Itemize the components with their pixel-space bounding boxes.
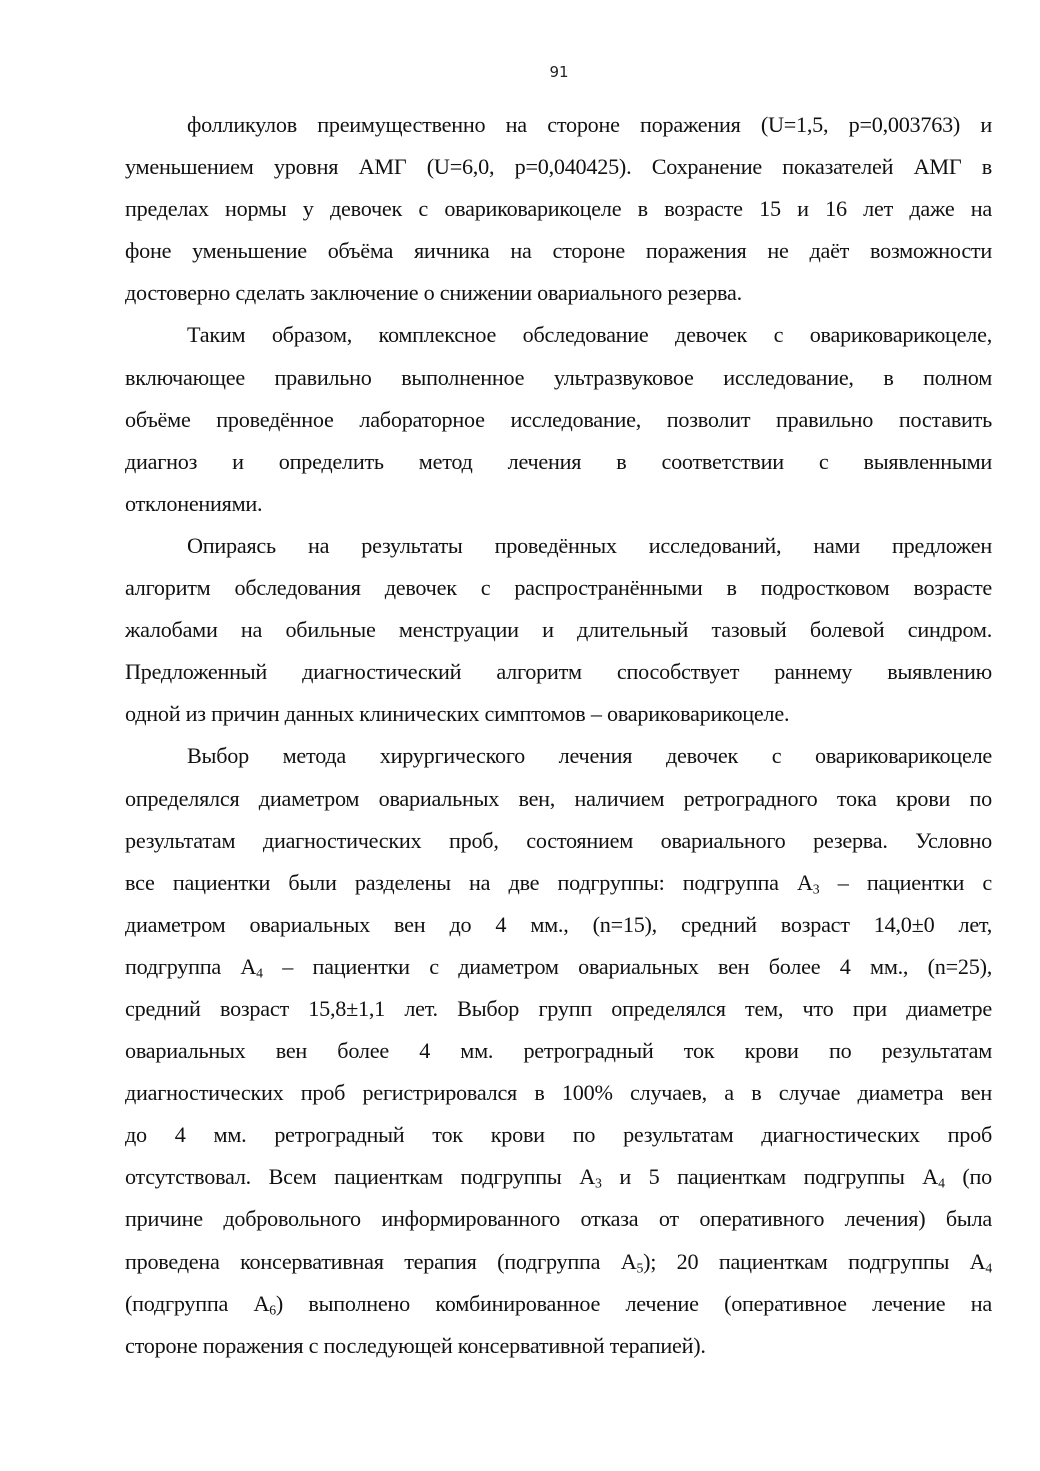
text-fragment: ); 20 пациенткам подгруппы А — [643, 1248, 986, 1274]
body-text — [125, 104, 992, 1367]
text-fragment: – пациентки с — [819, 869, 992, 895]
text-line: причине добровольного информированного отказа от оперативного лечения) была — [125, 1206, 992, 1232]
subscript: 4 — [985, 1259, 993, 1275]
text-line: одной из причин данных клинических симптомов – овариковарикоцеле. — [125, 701, 790, 727]
subscript: 6 — [269, 1302, 276, 1318]
text-line: Опираясь на результаты проведённых исследований, нами предложен — [187, 532, 992, 558]
text-line: Выбор метода хирургического лечения девочек с овариковарикоцеле — [187, 743, 992, 769]
text-fragment: ) выполнено комбинированное лечение (оперативное лечение на — [275, 1290, 992, 1316]
text-line: объёме проведённое лабораторное исследование, позволит правильно поставить — [125, 406, 992, 432]
paragraph-surgical-treatment — [125, 735, 992, 1366]
text-line: стороне поражения с последующей консервативной терапией). — [125, 1332, 706, 1358]
subscript: 4 — [938, 1175, 945, 1191]
text-line: диагностических проб регистрировался в 100% случаев, а в случае диаметра вен — [125, 1080, 992, 1106]
text-fragment: и 5 пациенткам подгруппы А — [601, 1164, 939, 1190]
text-line: фоне уменьшение объёма яичника на стороне поражения не даёт возможности — [125, 238, 992, 264]
text-line: алгоритм обследования девочек с распространёнными в подростковом возрасте — [125, 575, 992, 601]
text-line: до 4 мм. ретроградный ток крови по результатам диагностических проб — [125, 1122, 992, 1148]
text-line — [125, 862, 992, 904]
subscript: 5 — [636, 1259, 644, 1275]
text-line — [125, 1283, 992, 1325]
paragraph-diagnostic-algorithm — [125, 525, 992, 735]
subscript: 4 — [256, 965, 263, 981]
text-line: Предложенный диагностический алгоритм способствует раннему выявлению — [125, 659, 992, 685]
text-fragment: подгруппа А — [125, 953, 257, 979]
text-fragment: (по — [944, 1164, 992, 1190]
text-line: средний возраст 15,8±1,1 лет. Выбор групп определялся тем, что при диаметре — [125, 995, 992, 1021]
text-line: овариальных вен более 4 мм. ретроградный ток крови по результатам — [125, 1038, 992, 1064]
text-line: диагноз и определить метод лечения в соответствии с выявленными — [125, 448, 992, 474]
text-line: определялся диаметром овариальных вен, наличием ретроградного тока крови по — [125, 785, 992, 811]
subscript: 3 — [812, 881, 820, 897]
text-fragment: отсутствовал. Всем пациенткам подгруппы А — [125, 1164, 596, 1190]
text-line: отклонениями. — [125, 490, 263, 516]
paragraph-ovarian-reserve — [125, 104, 992, 314]
text-line: результатам диагностических проб, состоянием овариального резерва. Условно — [125, 827, 992, 853]
text-line: Таким образом, комплексное обследование девочек с овариковарикоцеле, — [187, 322, 992, 348]
text-fragment: – пациентки с диаметром овариальных вен более 4 мм., (n=25), — [262, 953, 993, 979]
text-line — [125, 1241, 992, 1283]
text-line — [125, 1156, 992, 1198]
text-line: пределах нормы у девочек с овариковарикоцеле в возрасте 15 и 16 лет даже на — [125, 196, 992, 222]
paragraph-comprehensive-examination — [125, 314, 992, 524]
text-line: жалобами на обильные менструации и длительный тазовый болевой синдром. — [125, 617, 992, 643]
text-line: диаметром овариальных вен до 4 мм., (n=15), средний возраст 14,0±0 лет, — [125, 911, 992, 937]
text-line — [125, 946, 992, 988]
text-line: фолликулов преимущественно на стороне поражения (U=1,5, p=0,003763) и — [187, 112, 992, 137]
text-line: уменьшением уровня АМГ (U=6,0, p=0,040425). Сохранение показателей АМГ в — [125, 154, 992, 180]
subscript: 3 — [595, 1175, 602, 1191]
page-number: 91 — [549, 63, 569, 81]
text-fragment: (подгруппа А — [125, 1290, 270, 1316]
text-fragment: все пациентки были разделены на две подгруппы: подгруппа А — [125, 869, 813, 895]
text-fragment: проведена консервативная терапия (подгруппа А — [125, 1248, 637, 1274]
text-line: включающее правильно выполненное ультразвуковое исследование, в полном — [125, 364, 992, 390]
text-line: достоверно сделать заключение о снижении овариального резерва. — [125, 280, 742, 306]
